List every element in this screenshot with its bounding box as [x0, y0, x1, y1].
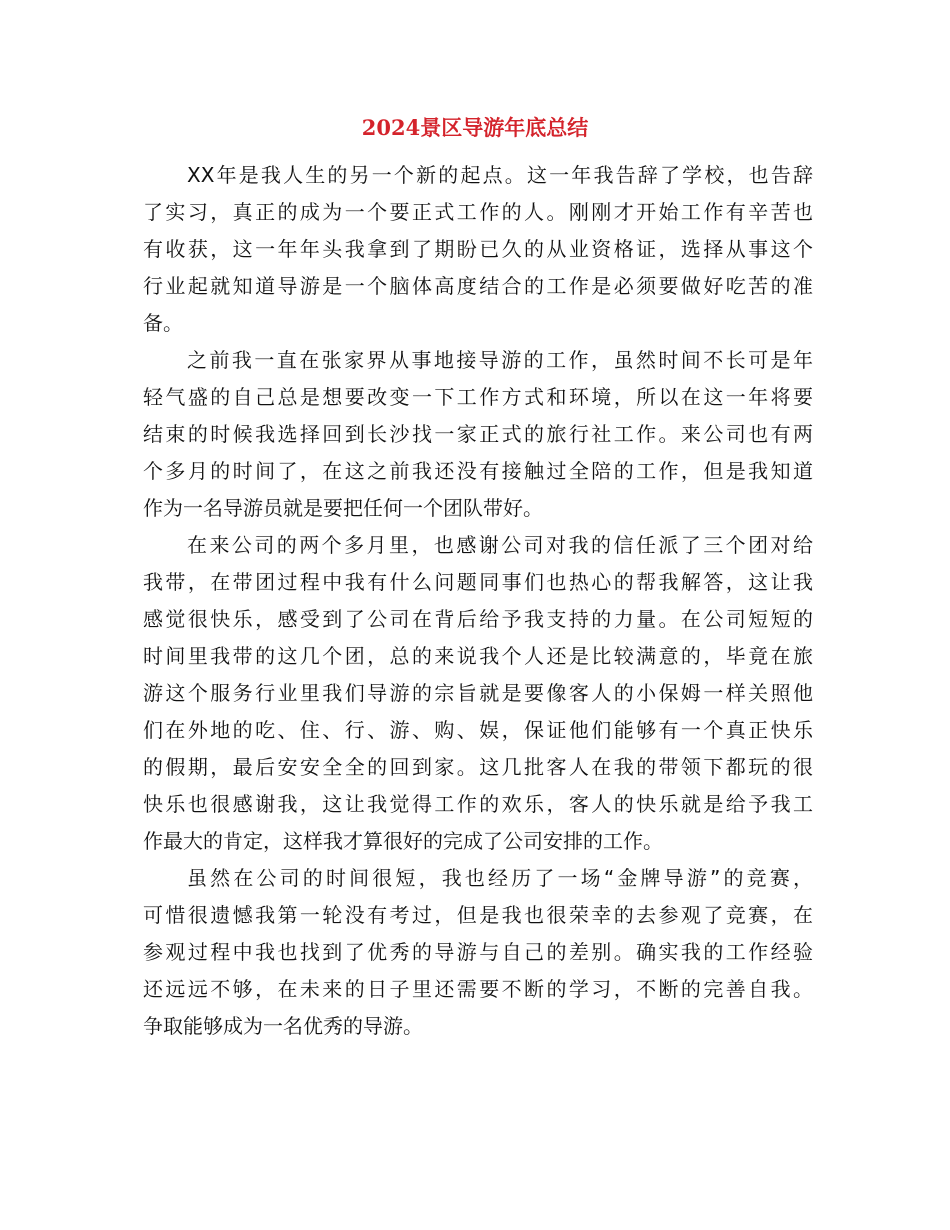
document-title: 2024景区导游年底总结 — [361, 115, 589, 140]
paragraph-3 — [143, 527, 813, 860]
paragraph-line: 我带，在带团过程中我有什么问题同事们也热心的帮我解答，这让我 — [143, 570, 813, 594]
paragraph-line: 参观过程中我也找到了优秀的导游与自己的差别。确实我的工作经验 — [143, 940, 813, 964]
paragraph-line: 快乐也很感谢我，这让我觉得工作的欢乐，客人的快乐就是给予我工 — [143, 792, 813, 816]
paragraph-line: 行业起就知道导游是一个脑体高度结合的工作是必须要做好吃苦的准 — [143, 274, 813, 298]
paragraph-line: 的假期，最后安安全全的回到家。这几批客人在我的带领下都玩的很 — [143, 755, 813, 779]
paragraph-line: 备。 — [143, 311, 183, 335]
paragraph-line: 虽然在公司的时间很短，我也经历了一场“金牌导游”的竞赛， — [187, 866, 813, 890]
paragraph-line: 争取能够成为一名优秀的导游。 — [143, 1014, 423, 1038]
paragraph-line: 作最大的肯定，这样我才算很好的完成了公司安排的工作。 — [143, 829, 663, 853]
paragraph-1 — [143, 157, 813, 342]
paragraph-line: 之前我一直在张家界从事地接导游的工作，虽然时间不长可是年 — [187, 348, 813, 372]
paragraph-4 — [143, 860, 813, 1045]
paragraph-line: 轻气盛的自己总是想要改变一下工作方式和环境，所以在这一年将要 — [143, 385, 813, 409]
paragraph-2 — [143, 342, 813, 527]
paragraph-line: XX年是我人生的另一个新的起点。这一年我告辞了学校，也告辞 — [187, 163, 813, 187]
paragraph-line: 个多月的时间了，在这之前我还没有接触过全陪的工作，但是我知道 — [143, 459, 813, 483]
paragraph-line: 在来公司的两个多月里，也感谢公司对我的信任派了三个团对给 — [187, 533, 813, 557]
paragraph-line: 作为一名导游员就是要把任何一个团队带好。 — [143, 496, 543, 520]
paragraph-line: 结束的时候我选择回到长沙找一家正式的旅行社工作。来公司也有两 — [143, 422, 813, 446]
paragraph-line: 们在外地的吃、住、行、游、购、娱，保证他们能够有一个真正快乐 — [143, 718, 813, 742]
paragraph-line: 游这个服务行业里我们导游的宗旨就是要像客人的小保姆一样关照他 — [143, 681, 813, 705]
paragraph-line: 还远远不够，在未来的日子里还需要不断的学习，不断的完善自我。 — [143, 977, 813, 1001]
paragraph-line: 时间里我带的这几个团，总的来说我个人还是比较满意的，毕竟在旅 — [143, 644, 813, 668]
document-body — [143, 157, 813, 1045]
paragraph-line: 感觉很快乐，感受到了公司在背后给予我支持的力量。在公司短短的 — [143, 607, 813, 631]
paragraph-line: 可惜很遗憾我第一轮没有考过，但是我也很荣幸的去参观了竞赛，在 — [143, 903, 813, 927]
paragraph-line: 有收获，这一年年头我拿到了期盼已久的从业资格证，选择从事这个 — [143, 237, 813, 261]
paragraph-line: 了实习，真正的成为一个要正式工作的人。刚刚才开始工作有辛苦也 — [143, 200, 813, 224]
